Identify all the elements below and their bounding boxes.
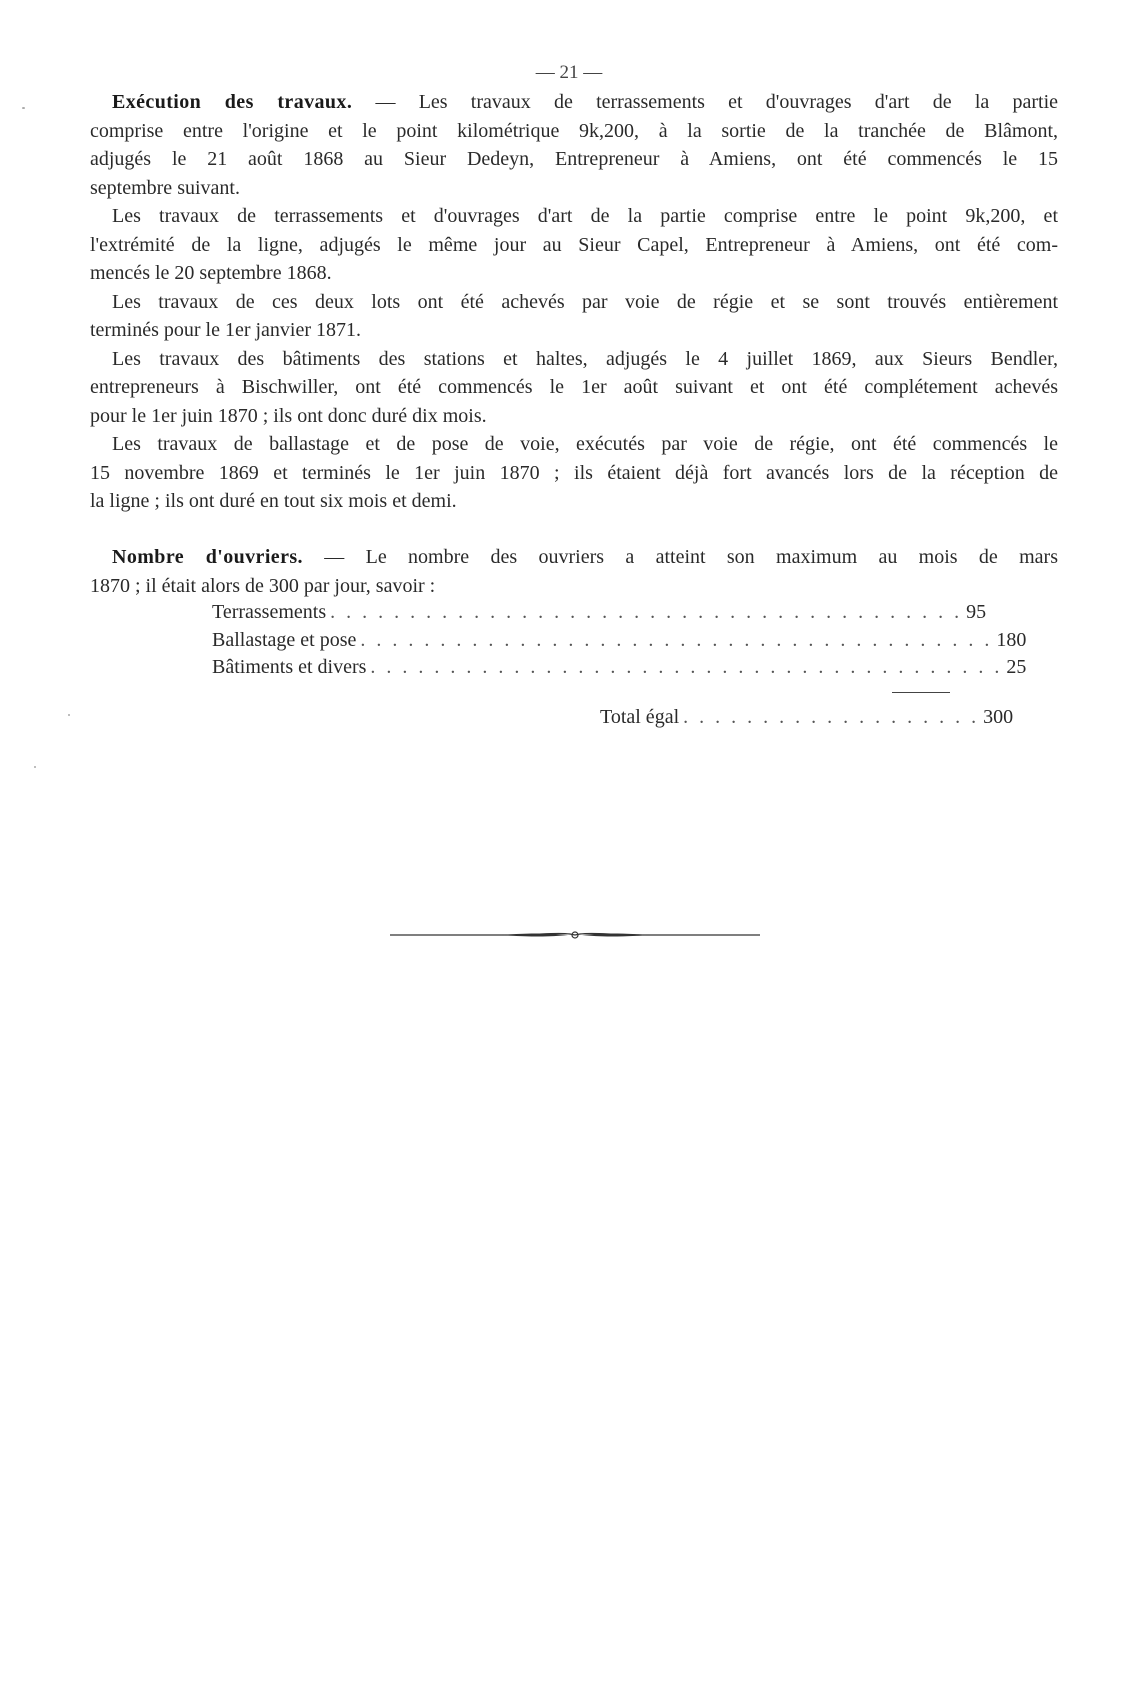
total-value: 300 xyxy=(983,706,1014,728)
row-label: Ballastage et pose xyxy=(212,628,357,651)
section-heading: Nombre d'ouvriers. xyxy=(112,546,303,568)
section-execution-travaux xyxy=(90,88,1058,516)
paper-speck xyxy=(22,107,25,109)
section-nombre-ouvriers xyxy=(90,543,1058,600)
table-row xyxy=(212,627,1027,655)
paragraph-line: 1870 ; il était alors de 300 par jour, savoir : xyxy=(90,574,436,597)
leader-dots: . . . . . . . . . . . . . . . . . . . . . . . . . . . . . . . . . . . . . . . . xyxy=(360,628,993,651)
paper-speck xyxy=(34,766,36,768)
row-label: Terrassements xyxy=(212,601,327,623)
paragraph-line: terminés pour le 1er janvier 1871. xyxy=(90,319,362,341)
paragraph-line: pour le 1er juin 1870 ; ils ont donc duré dix mois. xyxy=(90,404,487,427)
paragraph-line: Les travaux des bâtiments des stations et haltes, adjugés le 4 juillet 1869, aux Sieurs Bendler, xyxy=(112,347,1058,370)
page-number: — 21 — xyxy=(535,62,603,83)
paragraph-line: Les travaux de ballastage et de pose de voie, exécutés par voie de régie, ont été commencés le xyxy=(112,433,1058,455)
leader-dots: . . . . . . . . . . . . . . . . . . . . . . . . . . . . . . . . . . . . . . . . xyxy=(370,656,1003,678)
workers-table xyxy=(212,599,1027,682)
paragraph-line: adjugés le 21 août 1868 au Sieur Dedeyn, Entrepreneur à Amiens, ont été commencés le 15 xyxy=(90,148,1058,170)
paragraph-line: la ligne ; ils ont duré en tout six mois et demi. xyxy=(90,490,457,512)
row-value: 95 xyxy=(966,601,987,623)
total-row xyxy=(600,704,1014,732)
ornament-divider xyxy=(390,928,760,942)
paper-speck xyxy=(68,714,70,716)
paragraph-line: Exécution des travaux. — Les travaux de terrassements et d'ouvrages d'art de la partie xyxy=(112,91,1058,113)
paragraph-line: entrepreneurs à Bischwiller, ont été commencés le 1er août suivant et ont été complétement achevés xyxy=(90,376,1058,398)
leader-dots: . . . . . . . . . . . . . . . . . . . xyxy=(683,706,980,728)
row-value: 25 xyxy=(1006,656,1027,678)
paragraph-line: septembre suivant. xyxy=(90,176,240,199)
sum-rule xyxy=(892,692,950,693)
paragraph-line: comprise entre l'origine et le point kilométrique 9k,200, à la sortie de la tranchée de Blâmont, xyxy=(90,119,1058,142)
paragraph-line: mencés le 20 septembre 1868. xyxy=(90,262,332,284)
paragraph-line: Les travaux de ces deux lots ont été achevés par voie de régie et se sont trouvés entièrement xyxy=(112,290,1058,313)
paragraph-line: Nombre d'ouvriers. — Le nombre des ouvriers a atteint son maximum au mois de mars xyxy=(112,546,1059,568)
paragraph-line: 15 novembre 1869 et terminés le 1er juin 1870 ; ils étaient déjà fort avancés lors de la réception de xyxy=(90,461,1058,484)
table-row xyxy=(212,654,1027,682)
row-value: 180 xyxy=(996,628,1027,651)
leader-dots: . . . . . . . . . . . . . . . . . . . . . . . . . . . . . . . . . . . . . . . . xyxy=(330,601,963,623)
paragraph-line: l'extrémité de la ligne, adjugés le même jour au Sieur Capel, Entrepreneur à Amiens, ont été com- xyxy=(90,233,1058,256)
paragraph-line: Les travaux de terrassements et d'ouvrages d'art de la partie comprise entre le point 9k,200, et xyxy=(112,205,1058,227)
table-row xyxy=(212,599,987,627)
row-label: Bâtiments et divers xyxy=(212,656,367,678)
section-heading: Exécution des travaux. xyxy=(112,91,353,113)
total-label: Total égal xyxy=(600,706,680,728)
